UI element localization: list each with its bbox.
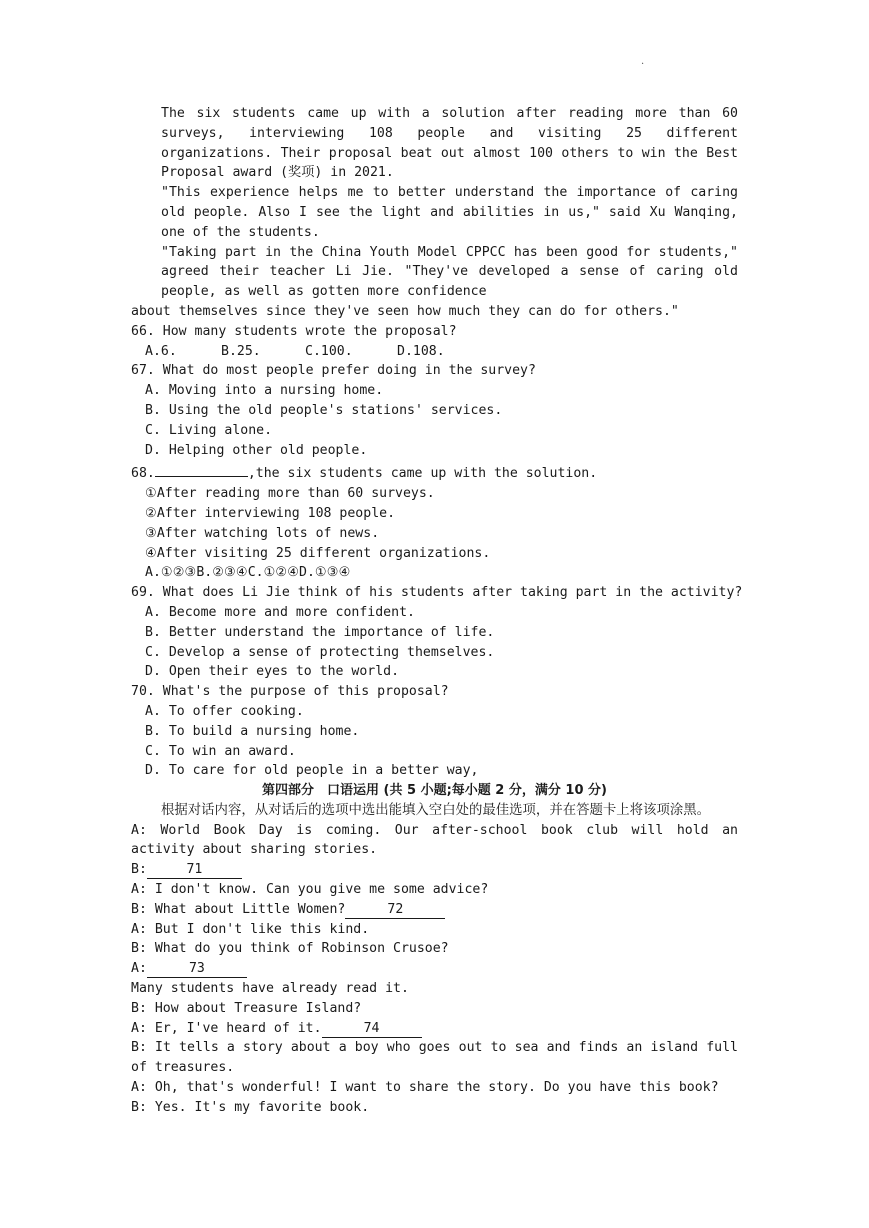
dialogue-line-74 [131, 1019, 738, 1039]
passage-paragraph-1: The six students came up with a solution after reading more than 60 surveys, interviewing 108 people and visiting 25 different organizations. Their proposal beat out almost 100 others to win the Best Proposal award (奖项) in 2021. [161, 106, 738, 181]
question-67-option-d: D. Helping other old people. [145, 442, 368, 458]
passage-paragraph-2: "This experience helps me to better understand the importance of caring old people. Also I see the light and abilities in us," said Xu Wanqing, one of the students. [161, 185, 738, 240]
exam-page [131, 104, 743, 1118]
question-66-stem: 66. How many students wrote the proposal? [131, 323, 457, 339]
dialogue-line-5: A: But I don't like this kind. [131, 921, 370, 937]
question-70-option-d: D. To care for old people in a better way, [145, 763, 479, 779]
passage-paragraph-3: "Taking part in the China Youth Model CPPCC has been good for students," agreed their teacher Li Jie. "They've developed a sense of caring old people, as well as gotten more confidence [161, 244, 738, 300]
question-67-option-a: A. Moving into a nursing home. [145, 383, 384, 399]
question-66-option-c: C.100. [305, 343, 353, 359]
blank-73: 73 [147, 961, 247, 978]
dialogue-line-13: B: Yes. It's my favorite book. [131, 1099, 370, 1115]
question-69-option-b: B. Better understand the importance of life. [145, 624, 495, 640]
question-68-item-3: ③After watching lots of news. [145, 525, 380, 541]
question-68-item-1: ①After reading more than 60 surveys. [145, 486, 435, 502]
dialogue-line-8: Many students have already read it. [131, 981, 409, 997]
question-70-stem: 70. What's the purpose of this proposal? [131, 684, 449, 700]
dialogue-line-71 [131, 860, 738, 880]
question-70-option-a: A. To offer cooking. [145, 703, 304, 719]
question-68-blank [155, 460, 248, 477]
blank-74: 74 [322, 1021, 422, 1038]
question-68-item-4: ④After visiting 25 different organizations. [145, 545, 491, 561]
blank-71: 71 [147, 862, 242, 879]
question-69-option-d: D. Open their eyes to the world. [145, 664, 400, 680]
dialogue-speaker-a: A: [131, 961, 147, 977]
question-69-option-a: A. Become more and more confident. [145, 604, 415, 620]
question-66-option-a: A.6. [145, 343, 177, 359]
dialogue-line-11: B: It tells a story about a boy who goes out to sea and finds an island full of treasures. [131, 1040, 738, 1076]
question-68-item-2: ②After interviewing 108 people. [145, 505, 396, 521]
dialogue-line-4-text: B: What about Little Women? [131, 901, 346, 917]
dialogue-line-72 [131, 900, 738, 920]
dialogue-line-10-text: A: Er, I've heard of it. [131, 1020, 322, 1036]
question-68-stem-text: ,the six students came up with the solution. [247, 466, 598, 482]
question-68-stem [131, 460, 738, 484]
question-70-option-b: B. To build a nursing home. [145, 723, 360, 739]
question-66-option-b: B.25. [221, 343, 261, 359]
question-66-options [131, 342, 738, 362]
question-67-option-b: B. Using the old people's stations' services. [145, 402, 503, 418]
dialogue-line-6: B: What do you think of Robinson Crusoe? [131, 941, 449, 957]
question-68-number: 68. [131, 466, 155, 482]
question-69-option-c: C. Develop a sense of protecting themselves. [145, 644, 495, 660]
dialogue-line-3: A: I don't know. Can you give me some advice? [131, 882, 489, 898]
dialogue-line-1: A: World Book Day is coming. Our after-school book club will hold an activity about sharing stories. [131, 822, 738, 858]
question-67-option-c: C. Living alone. [145, 422, 273, 438]
question-70-option-c: C. To win an award. [145, 743, 296, 759]
question-66-option-d: D.108. [397, 343, 445, 359]
dialogue-line-12: A: Oh, that's wonderful! I want to share the story. Do you have this book? [131, 1080, 719, 1096]
blank-72: 72 [345, 902, 445, 919]
passage-paragraph-3-end: about themselves since they've seen how much they can do for others." [131, 303, 679, 319]
page-marker-dot: . [641, 56, 645, 67]
question-67-stem: 67. What do most people prefer doing in the survey? [131, 363, 536, 379]
dialogue-line-9: B: How about Treasure Island? [131, 1000, 362, 1016]
dialogue-line-73 [131, 959, 738, 979]
section-4-instruction: 根据对话内容，从对话后的选项中选出能填入空白处的最佳选项，并在答题卡上将该项涂黑。 [161, 802, 711, 818]
question-69-stem: 69. What does Li Jie think of his students after taking part in the activity? [131, 585, 743, 601]
question-68-options: A.①②③B.②③④C.①②④D.①③④ [145, 565, 351, 581]
section-4-heading: 第四部分 口语运用 (共 5 小题;每小题 2 分，满分 10 分) [262, 783, 607, 799]
dialogue-speaker-b: B: [131, 862, 147, 878]
